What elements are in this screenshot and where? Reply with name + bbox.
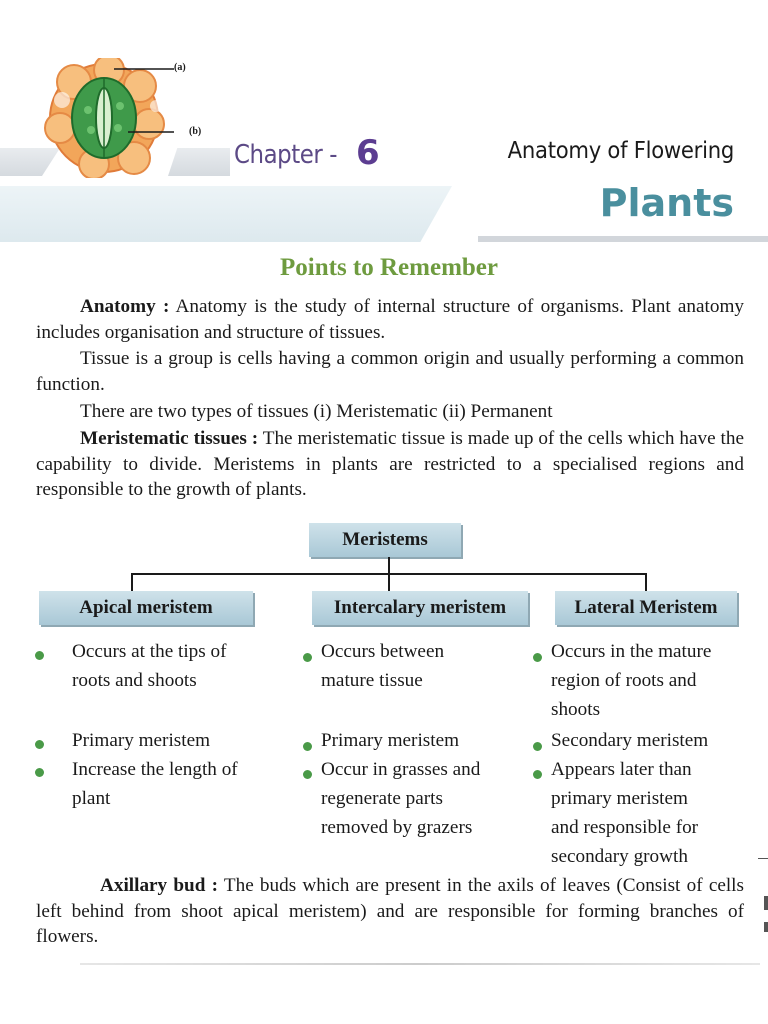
bullet-icon bbox=[533, 742, 542, 751]
meristematic-text: The meristematic tissue is made up of the cells which have the capability to divide. Meristems in plants are restricted to a specialised regions and responsible to the growth of plants. bbox=[36, 428, 744, 500]
chapter-number: 6 bbox=[356, 133, 380, 173]
connector-apical bbox=[131, 573, 133, 591]
paragraph-types: There are two types of tissues (i) Meristematic (ii) Permanent bbox=[80, 401, 553, 422]
paragraph-axillary bbox=[36, 873, 744, 950]
meristems-box: Meristems bbox=[309, 523, 461, 557]
margin-mark bbox=[758, 858, 768, 859]
lateral-point-1: Occurs in the mature region of roots and shoots bbox=[551, 641, 712, 720]
header-rule-right bbox=[478, 236, 768, 242]
section-heading: Points to Remember bbox=[280, 254, 498, 281]
figure-label-b: (b) bbox=[189, 126, 202, 137]
intercalary-point-1: Occurs between mature tissue bbox=[321, 641, 445, 691]
bottom-rule bbox=[80, 963, 760, 965]
figure-label-a: (a) bbox=[174, 62, 186, 73]
term-meristematic: Meristematic tissues : bbox=[80, 428, 259, 449]
bullet-icon bbox=[35, 768, 44, 777]
paragraph-meristematic bbox=[36, 426, 744, 503]
term-anatomy: Anatomy : bbox=[80, 296, 170, 317]
axillary-text: The buds which are present in the axils of leaves (Consist of cells left behind from shoot apical meristem) and are responsible for forming branches of flowers. bbox=[36, 875, 744, 947]
lateral-point-3: Appears later than primary meristem and responsible for secondary growth bbox=[551, 759, 699, 867]
chapter-label: Chapter - bbox=[234, 140, 338, 170]
anatomy-text: Anatomy is the study of internal structure of organisms. Plant anatomy includes organisation and structure of tissues. bbox=[36, 296, 744, 343]
paragraph-tissue: Tissue is a group is cells having a common origin and usually performing a common function. bbox=[36, 348, 744, 395]
apical-point-1: Occurs at the tips of roots and shoots bbox=[72, 641, 227, 691]
intercalary-point-3: Occur in grasses and regenerate parts removed by grazers bbox=[321, 759, 481, 838]
header-band-main bbox=[0, 186, 452, 242]
apical-meristem-box: Apical meristem bbox=[39, 591, 253, 625]
bullet-icon bbox=[533, 653, 542, 662]
margin-mark bbox=[764, 922, 768, 932]
apical-point-2: Primary meristem bbox=[72, 730, 211, 751]
margin-mark bbox=[764, 896, 768, 910]
intercalary-point-2: Primary meristem bbox=[321, 730, 460, 751]
connector-intercalary bbox=[388, 573, 390, 591]
bullet-icon bbox=[35, 651, 44, 660]
intercalary-meristem-box: Intercalary meristem bbox=[312, 591, 528, 625]
bullet-icon bbox=[303, 742, 312, 751]
bullet-icon bbox=[35, 740, 44, 749]
stomata-illustration bbox=[44, 58, 174, 178]
bullet-icon bbox=[303, 653, 312, 662]
lateral-point-2: Secondary meristem bbox=[551, 730, 709, 751]
chapter-title-line2: Plants bbox=[599, 181, 734, 225]
bullet-icon bbox=[533, 770, 542, 779]
bullet-icon bbox=[303, 770, 312, 779]
header-band-mid bbox=[168, 148, 230, 176]
connector-lateral bbox=[645, 573, 647, 591]
paragraph-anatomy bbox=[36, 294, 744, 345]
lateral-meristem-box: Lateral Meristem bbox=[555, 591, 737, 625]
term-axillary: Axillary bud : bbox=[100, 875, 218, 896]
chapter-title-line1: Anatomy of Flowering bbox=[507, 138, 734, 164]
apical-point-3: Increase the length of plant bbox=[72, 759, 238, 809]
